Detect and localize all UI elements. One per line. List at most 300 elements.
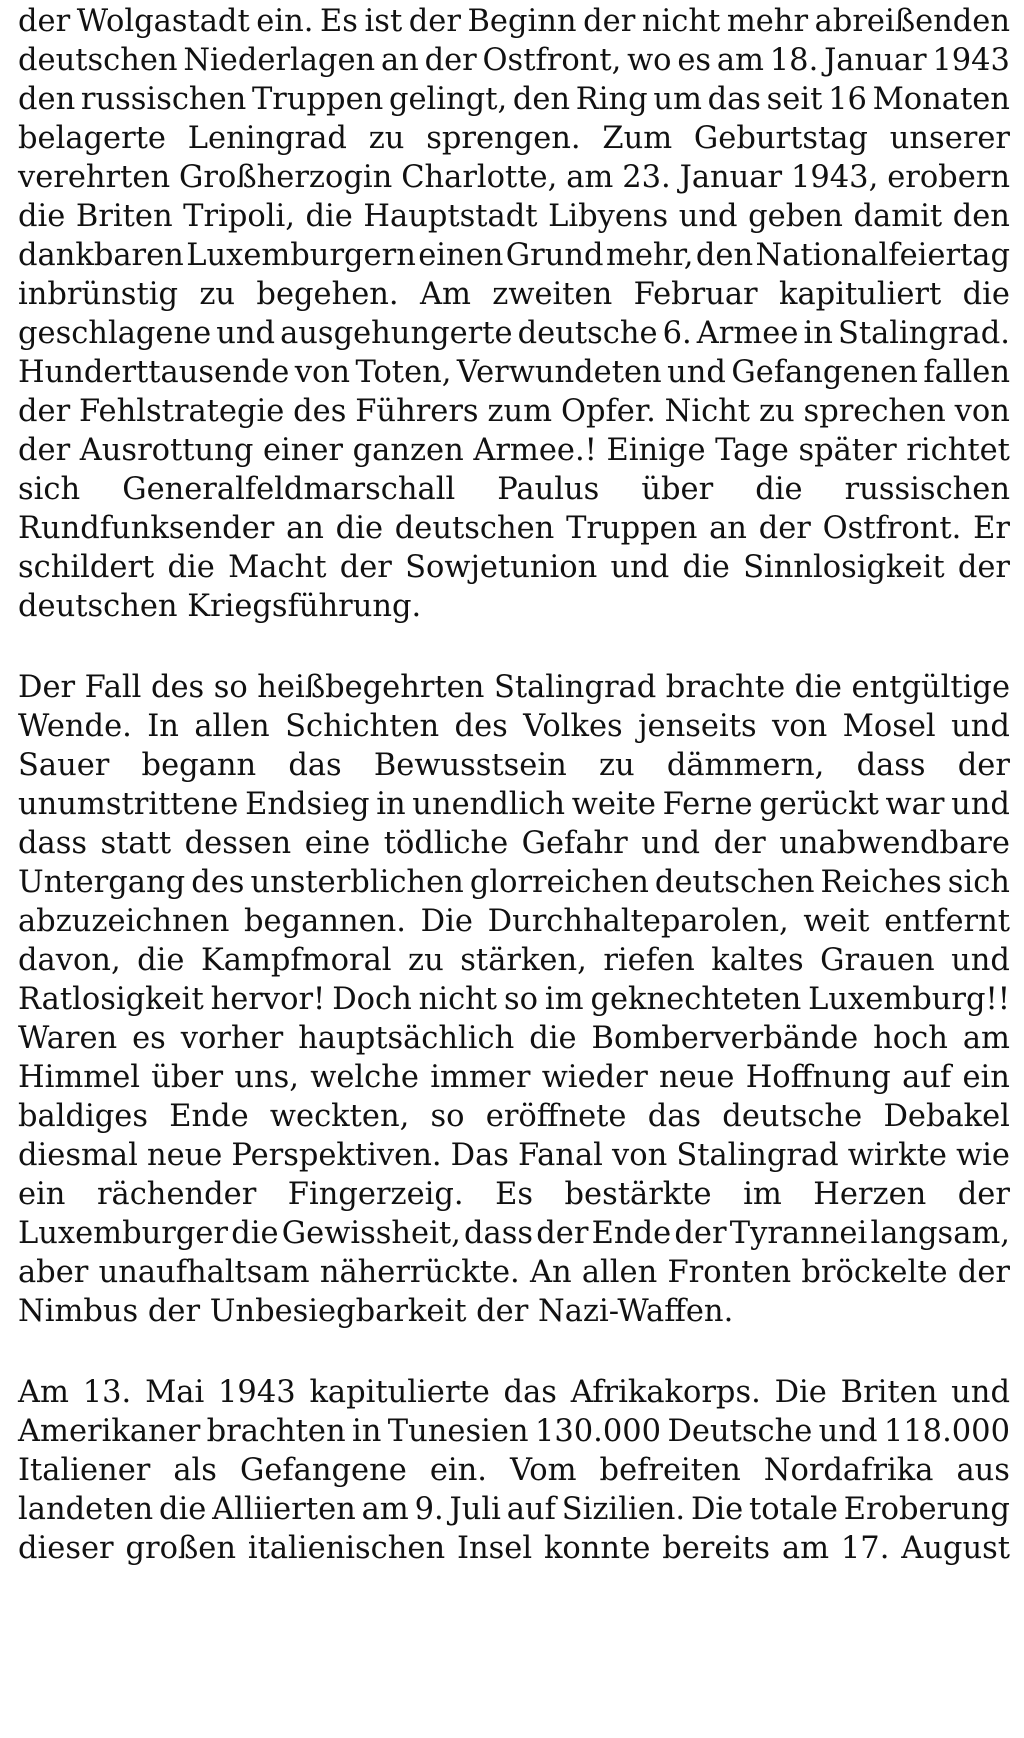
word: erobern <box>887 160 1010 195</box>
word: Generalfeldmarschall <box>122 472 456 507</box>
word: sprengen. <box>426 121 581 156</box>
word: wo <box>627 43 672 78</box>
word: Das <box>450 1138 509 1173</box>
word-run: Nimbus der Unbesiegbarkeit der Nazi-Waffen. <box>18 1294 734 1329</box>
word: von <box>294 355 351 390</box>
word: Mosel <box>842 709 936 744</box>
text-line <box>18 1529 1010 1568</box>
word: Sizilien. <box>561 1492 686 1527</box>
word: Januar <box>679 160 783 195</box>
word: landeten <box>18 1492 154 1527</box>
word: Fall <box>84 670 142 705</box>
word: der <box>18 433 71 468</box>
word: begann <box>141 748 257 783</box>
word: Gewissheit, <box>281 1216 461 1251</box>
word: Luxemburger <box>18 1216 228 1251</box>
word: ein. <box>256 4 314 39</box>
word: der <box>758 511 811 546</box>
paragraph-gap <box>18 1331 1010 1373</box>
word: Ratlosigkeit <box>18 982 204 1017</box>
document-page <box>18 2 1010 1568</box>
word: um <box>653 82 702 117</box>
word: am <box>781 1531 830 1566</box>
text-line <box>18 275 1010 314</box>
text-line <box>18 1136 1010 1175</box>
word: am <box>361 1492 409 1527</box>
word: Amerikaner <box>18 1414 201 1449</box>
word: die <box>18 199 66 234</box>
word: Gefangenen <box>731 355 918 390</box>
word: dämmern, <box>666 748 825 783</box>
word: in <box>352 1414 382 1449</box>
word: 1943 <box>932 43 1010 78</box>
paragraph-2 <box>18 668 1010 1331</box>
text-line <box>18 314 1010 353</box>
word: Fingerzeig. <box>287 1177 464 1212</box>
word: das <box>707 82 761 117</box>
word: unumstrittene <box>18 787 239 822</box>
word: kaltes <box>711 943 804 978</box>
word: Verwundeten <box>456 355 662 390</box>
word: Ende <box>169 1099 249 1134</box>
text-line <box>18 785 1010 824</box>
word: der <box>408 4 461 39</box>
word: Truppen <box>251 82 384 117</box>
text-line <box>18 353 1010 392</box>
word: Beginn <box>467 4 577 39</box>
text-line <box>18 668 1010 707</box>
word: allen <box>194 709 270 744</box>
word: Am <box>18 1375 69 1410</box>
word: die <box>158 1492 207 1527</box>
word: brachten <box>206 1414 346 1449</box>
word: Ausrottung <box>79 433 254 468</box>
word: Stalingrad. <box>837 316 1010 351</box>
word: bereits <box>662 1531 771 1566</box>
word: begannen. <box>244 904 406 939</box>
word: 23. <box>622 160 671 195</box>
word: zum <box>487 394 553 429</box>
word: Luxemburgern <box>186 238 416 273</box>
word: so <box>503 982 538 1017</box>
word: entgültige <box>851 670 1010 705</box>
word: aus <box>956 1453 1010 1488</box>
word: fallen <box>923 355 1010 390</box>
word: zu <box>758 394 795 429</box>
word: deutschen <box>394 511 555 546</box>
word: allen <box>581 1255 658 1290</box>
word: italienischen <box>247 1531 446 1566</box>
word: zu <box>598 748 635 783</box>
word: und <box>678 199 738 234</box>
text-line <box>18 863 1010 902</box>
word: befreiten <box>599 1453 741 1488</box>
word: Armee.! <box>473 433 597 468</box>
word: mehr, <box>605 238 694 273</box>
word: Nationalfeiertag <box>755 238 1010 273</box>
word: wieder <box>541 1060 648 1095</box>
word: abreißenden <box>814 4 1010 39</box>
word: Wolgastadt <box>76 4 250 39</box>
word: der <box>424 43 477 78</box>
word: langsam, <box>870 1216 1010 1251</box>
word: weit <box>803 904 870 939</box>
text-line <box>18 392 1010 431</box>
word: Eroberung <box>843 1492 1010 1527</box>
word: Die <box>774 1375 827 1410</box>
word: ausgehungerte <box>280 316 513 351</box>
word: deutsche <box>722 1099 863 1134</box>
text-line <box>18 1412 1010 1451</box>
word: Opfer. <box>560 394 656 429</box>
word: dass <box>856 748 926 783</box>
word: des <box>191 865 245 900</box>
word: dass <box>18 826 88 861</box>
word: 1943 <box>218 1375 296 1410</box>
word: statt <box>100 826 172 861</box>
word: 130.000 <box>534 1414 662 1449</box>
word: und <box>216 316 276 351</box>
text-line <box>18 1451 1010 1490</box>
word: geknechteten <box>590 982 802 1017</box>
word: 118.000 <box>883 1414 1010 1449</box>
word: Wende. <box>18 709 132 744</box>
word: im <box>544 982 584 1017</box>
word: gelingt, <box>388 82 508 117</box>
word: unserer <box>889 121 1010 156</box>
word: Sauer <box>18 748 110 783</box>
word: deutschen <box>18 43 178 78</box>
text-line <box>18 587 1010 626</box>
word: die <box>231 1216 279 1251</box>
word: richtet <box>906 433 1010 468</box>
word: russischen <box>844 472 1010 507</box>
word: später <box>798 433 897 468</box>
word: Hunderttausende <box>18 355 290 390</box>
word: der <box>674 1216 727 1251</box>
word: Es <box>495 1177 534 1212</box>
word: wirkte <box>847 1138 947 1173</box>
word: rächender <box>96 1177 257 1212</box>
word: bestärkte <box>564 1177 712 1212</box>
word: so <box>430 1099 465 1134</box>
text-line <box>18 236 1010 275</box>
word: unabwendbare <box>779 826 1010 861</box>
word: verehrten <box>18 160 171 195</box>
word: An <box>529 1255 572 1290</box>
word: tödliche <box>383 826 509 861</box>
text-line <box>18 197 1010 236</box>
word: Großherzogin <box>178 160 393 195</box>
word: Ostfront. <box>822 511 962 546</box>
word: der <box>957 748 1010 783</box>
word: kapitulierte <box>309 1375 490 1410</box>
text-line <box>18 470 1010 509</box>
word: der <box>18 394 71 429</box>
word: stärken, <box>460 943 587 978</box>
word: nicht <box>418 982 498 1017</box>
word: sprechen <box>803 394 946 429</box>
text-line <box>18 902 1010 941</box>
word: dessen <box>184 826 292 861</box>
word: Juli <box>449 1492 501 1527</box>
word: Untergang <box>18 865 186 900</box>
word: Tripoli, <box>183 199 295 234</box>
word: entfernt <box>884 904 1010 939</box>
word: ein <box>18 1177 66 1212</box>
word: Die <box>690 1492 744 1527</box>
word: welche <box>310 1060 419 1095</box>
word: Rundfunksender <box>18 511 275 546</box>
paragraph-gap <box>18 626 1010 668</box>
word: die <box>137 943 185 978</box>
word: Armee <box>696 316 799 351</box>
text-line <box>18 707 1010 746</box>
word: heißbegehrten <box>257 670 485 705</box>
word: Italiener <box>18 1453 151 1488</box>
word: die <box>682 550 730 585</box>
word: des <box>293 394 347 429</box>
word: der <box>536 1216 589 1251</box>
text-line <box>18 119 1010 158</box>
word: in <box>376 787 406 822</box>
text-line <box>18 158 1010 197</box>
word: am <box>566 160 614 195</box>
word: großen <box>125 1531 237 1566</box>
word: Er <box>973 511 1010 546</box>
word: die <box>529 1021 577 1056</box>
word: das <box>503 1375 557 1410</box>
word: hervor! <box>210 982 326 1017</box>
word: unaufhaltsam <box>98 1255 310 1290</box>
word: dieser <box>18 1531 114 1566</box>
word: deutschen <box>654 865 815 900</box>
word: schildert <box>18 550 155 585</box>
word: als <box>173 1453 217 1488</box>
word: Endsieg <box>245 787 370 822</box>
word: konnte <box>543 1531 651 1566</box>
word: des <box>454 709 508 744</box>
word: Truppen <box>566 511 698 546</box>
word: das <box>288 748 342 783</box>
text-line <box>18 2 1010 41</box>
word: aber <box>18 1255 89 1290</box>
word: nicht <box>641 4 721 39</box>
word: zu <box>408 943 444 978</box>
word: Waren <box>18 1021 118 1056</box>
word: Vom <box>510 1453 577 1488</box>
word: Februar <box>633 277 758 312</box>
word: Fanal <box>518 1138 603 1173</box>
word: sich <box>947 865 1010 900</box>
text-line <box>18 41 1010 80</box>
word: der <box>957 1177 1010 1212</box>
word: der <box>18 4 71 39</box>
text-line <box>18 824 1010 863</box>
word: Der <box>18 670 76 705</box>
word: und <box>667 355 726 390</box>
word: die <box>305 199 353 234</box>
word: der <box>339 550 392 585</box>
text-line <box>18 1490 1010 1529</box>
word: Afrikakorps. <box>570 1375 761 1410</box>
word: mehr <box>726 4 809 39</box>
word: Charlotte, <box>401 160 558 195</box>
word: zweiten <box>492 277 613 312</box>
word: Insel <box>456 1531 533 1566</box>
word: diesmal <box>18 1138 138 1173</box>
word: Grauen <box>820 943 935 978</box>
word: einer <box>262 433 344 468</box>
word: Zum <box>602 121 673 156</box>
word: Fehlstrategie <box>79 394 285 429</box>
text-line <box>18 1175 1010 1214</box>
word: Nicht <box>664 394 751 429</box>
word: Geburtstag <box>693 121 868 156</box>
word: Doch <box>332 982 412 1017</box>
word: Tyrannei <box>729 1216 868 1251</box>
word: begehen. <box>256 277 399 312</box>
word: vorher <box>180 1021 284 1056</box>
word: Ostfront, <box>482 43 622 78</box>
word: jenseits <box>638 709 757 744</box>
word: Einige <box>606 433 706 468</box>
word: zu <box>199 277 236 312</box>
word: Gefangene <box>239 1453 407 1488</box>
word: Schichten <box>285 709 440 744</box>
word: neue <box>659 1060 735 1095</box>
word: von <box>954 394 1010 429</box>
word: Mai <box>145 1375 205 1410</box>
word: und <box>951 709 1010 744</box>
word: Es <box>320 4 358 39</box>
word: Am <box>419 277 471 312</box>
word: auf <box>506 1492 556 1527</box>
word: es <box>677 43 712 78</box>
word: 9. <box>414 1492 444 1527</box>
word: Libyens <box>548 199 669 234</box>
word: der <box>583 4 636 39</box>
word: Monaten <box>872 82 1010 117</box>
word: ist <box>364 4 403 39</box>
word: Perspektiven. <box>231 1138 442 1173</box>
word: Ferne <box>662 787 753 822</box>
text-line <box>18 1373 1010 1412</box>
word: dankbaren <box>18 238 184 273</box>
word: in <box>803 316 833 351</box>
word: geschlagene <box>18 316 212 351</box>
word: zu <box>368 121 405 156</box>
word: Ende <box>591 1216 672 1251</box>
paragraph-1 <box>18 2 1010 626</box>
word: Gefahr <box>521 826 628 861</box>
word: gerückt <box>759 787 879 822</box>
text-line <box>18 1019 1010 1058</box>
word: von <box>772 709 828 744</box>
word: die <box>962 277 1010 312</box>
word: ein. <box>429 1453 487 1488</box>
word: abzuzeichnen <box>18 904 230 939</box>
word: hoch <box>873 1021 948 1056</box>
word: näherrückte. <box>319 1255 520 1290</box>
word: die <box>794 670 842 705</box>
word: und <box>610 550 670 585</box>
word: einen <box>418 238 504 273</box>
word: Macht <box>228 550 327 585</box>
word: davon, <box>18 943 121 978</box>
word: weite <box>571 787 656 822</box>
word: Himmel <box>18 1060 140 1095</box>
word: Nordafrika <box>763 1453 934 1488</box>
word: wie <box>956 1138 1010 1173</box>
word: am <box>716 43 764 78</box>
word: deutsche <box>517 316 658 351</box>
word: baldiges <box>18 1099 148 1134</box>
word: Hauptstadt <box>363 199 538 234</box>
word: 16 <box>828 82 867 117</box>
word: weckten, <box>269 1099 410 1134</box>
word: inbrünstig <box>18 277 178 312</box>
word: an <box>380 43 419 78</box>
word: brachte <box>665 670 786 705</box>
word: Bomberverbände <box>591 1021 859 1056</box>
text-line <box>18 1292 1010 1331</box>
word: der <box>957 550 1010 585</box>
text-line <box>18 980 1010 1019</box>
word: Stalingrad <box>493 670 657 705</box>
word: der <box>713 826 766 861</box>
word: russischen <box>80 82 247 117</box>
word: Debakel <box>883 1099 1010 1134</box>
word: Januar <box>824 43 927 78</box>
word: 13. <box>82 1375 132 1410</box>
paragraph-3 <box>18 1373 1010 1568</box>
word: Deutsche <box>667 1414 813 1449</box>
word: eine <box>304 826 371 861</box>
word: an <box>286 511 324 546</box>
word: Briten <box>840 1375 938 1410</box>
word: es <box>132 1021 166 1056</box>
word: bröckelte <box>801 1255 948 1290</box>
word: Tunesien <box>387 1414 529 1449</box>
word: Stalingrad <box>676 1138 839 1173</box>
text-line <box>18 1214 1010 1253</box>
word: eröffnete <box>485 1099 627 1134</box>
word: Ring <box>575 82 648 117</box>
word: der <box>957 1255 1010 1290</box>
word: und <box>951 943 1010 978</box>
word: Leningrad <box>187 121 347 156</box>
word: Die <box>420 904 473 939</box>
word: und <box>641 826 701 861</box>
word: sich <box>18 472 81 507</box>
word: den <box>512 82 571 117</box>
word: immer <box>430 1060 531 1095</box>
word: 18. <box>769 43 819 78</box>
word: des <box>150 670 205 705</box>
word: Reiches <box>820 865 942 900</box>
word: ganzen <box>352 433 464 468</box>
word: Tage <box>715 433 789 468</box>
word: Hoffnung <box>745 1060 891 1095</box>
word: riefen <box>603 943 695 978</box>
word: unsterblichen <box>250 865 464 900</box>
word: Briten <box>75 199 173 234</box>
word: belagerte <box>18 121 166 156</box>
word-run: deutschen Kriegsführung. <box>18 589 422 624</box>
word: das <box>647 1099 702 1134</box>
word: den <box>695 238 754 273</box>
